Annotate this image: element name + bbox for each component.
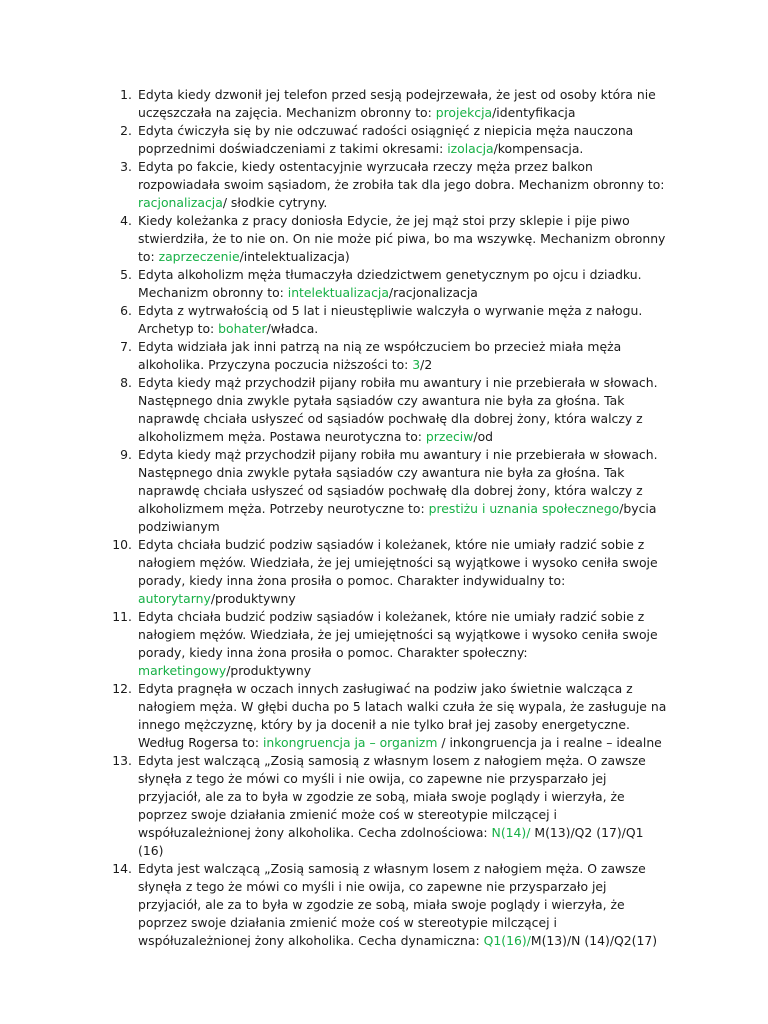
answer-highlight: intelektualizacja <box>287 285 389 300</box>
question-text: Edyta po fakcie, kiedy ostentacyjnie wyrzucała rzeczy męża przez balkon rozpowiadała swoim sąsiadom, że zrobiła tak dla jego dobra. Mechanizm obronny to: <box>138 159 665 192</box>
question-text: Edyta chciała budzić podziw sąsiadów i koleżanek, które nie umiały radzić sobie z nałogiem mężów. Wiedziała, że jej umiejętności są wyjątkowe i wysoko ceniła swoje porady, kiedy inna żona prosiła o pomoc. Charakter indywidualny to: <box>138 537 658 588</box>
list-item <box>0 212 768 266</box>
question-text: Edyta z wytrwałością od 5 lat i nieustępliwie walczyła o wyrwanie męża z nałogu. Archetyp to: <box>138 303 643 336</box>
list-item <box>0 860 768 950</box>
question-text: Edyta widziała jak inni patrzą na nią ze współczuciem bo przecież miała męża alkoholika. Przyczyna poczucia niższości to: <box>138 339 622 372</box>
answer-alternatives: /kompensacja. <box>493 141 584 156</box>
answer-highlight: izolacja <box>447 141 494 156</box>
answer-alternatives: /produktywny <box>226 663 312 678</box>
answer-highlight: Q1(16)/ <box>483 933 531 948</box>
answer-highlight: N(14)/ <box>491 825 531 840</box>
answer-alternatives: /intelektualizacja) <box>239 249 350 264</box>
answer-highlight: zaprzeczenie <box>158 249 240 264</box>
list-item <box>0 374 768 446</box>
question-text: Edyta kiedy dzwonił jej telefon przed sesją podejrzewała, że jest od osoby która nie uczęszczała na zajęcia. Mechanizm obronny to: <box>138 87 656 120</box>
item-number: 2. <box>120 123 132 138</box>
list-item <box>0 122 768 158</box>
list-item <box>0 302 768 338</box>
item-number: 5. <box>120 267 132 282</box>
answer-alternatives: /racjonalizacja <box>388 285 478 300</box>
list-item <box>0 86 768 122</box>
answer-alternatives: /produktywny <box>210 591 296 606</box>
question-text: Kiedy koleżanka z pracy doniosła Edycie, że jej mąż stoi przy sklepie i pije piwo stwierdziła, że to nie on. On nie może pić piwa, bo ma wszywkę. Mechanizm obronny to: <box>138 213 666 264</box>
item-number: 6. <box>120 303 132 318</box>
answer-alternatives: M(13)/Q2 (17)/Q1 (16) <box>138 825 644 858</box>
question-text: Edyta kiedy mąż przychodził pijany robiła mu awantury i nie przebierała w słowach. Następnego dnia zwykle pytała sąsiadów czy awantura nie była za głośna. Tak naprawdę chciała usłyszeć od sąsiadów pochwałę dla dobrej żony, która walczy z alkoholizmem męża. Potrzeby neurotyczne to: <box>138 447 658 516</box>
answer-alternatives: M(13)/N (14)/Q2(17) <box>530 933 658 948</box>
list-item <box>0 536 768 608</box>
answer-alternatives: / słodkie cytryny. <box>222 195 328 210</box>
item-number: 4. <box>120 213 132 228</box>
list-item <box>0 158 768 212</box>
answer-highlight: inkongruencja ja – organizm <box>262 735 438 750</box>
question-text: Edyta kiedy mąż przychodził pijany robiła mu awantury i nie przebierała w słowach. Następnego dnia zwykle pytała sąsiadów czy awantura nie była za głośna. Tak naprawdę chciała usłyszeć od sąsiadów pochwałę dla dobrej żony, która walczy z alkoholizmem męża. Postawa neurotyczna to: <box>138 375 658 444</box>
answer-highlight: prestiżu i uznania społecznego <box>428 501 620 516</box>
question-text: Edyta ćwiczyła się by nie odczuwać radości osiągnięć z niepicia męża nauczona poprzednimi doświadczeniami z takimi okresami: <box>138 123 634 156</box>
item-number: 12. <box>112 681 132 696</box>
item-number: 7. <box>120 339 132 354</box>
list-item <box>0 446 768 536</box>
answer-highlight: marketingowy <box>138 663 227 678</box>
answer-alternatives: /władca. <box>266 321 319 336</box>
answer-alternatives: /bycia podziwianym <box>138 501 657 534</box>
answer-highlight: bohater <box>218 321 267 336</box>
answer-highlight: racjonalizacja <box>138 195 223 210</box>
item-number: 8. <box>120 375 132 390</box>
answer-highlight: 3 <box>412 357 421 372</box>
item-number: 3. <box>120 159 132 174</box>
question-text: Edyta chciała budzić podziw sąsiadów i koleżanek, które nie umiały radzić sobie z nałogiem mężów. Wiedziała, że jej umiejętności są wyjątkowe i wysoko ceniła swoje porady, kiedy inna żona prosiła o pomoc. Charakter społeczny: <box>138 609 658 660</box>
answer-highlight: przeciw <box>425 429 474 444</box>
answer-highlight: projekcja <box>435 105 493 120</box>
item-number: 11. <box>112 609 132 624</box>
answer-alternatives: /2 <box>420 357 433 372</box>
item-number: 9. <box>120 447 132 462</box>
item-number: 1. <box>120 87 132 102</box>
answer-highlight: autorytarny <box>138 591 211 606</box>
list-item <box>0 752 768 860</box>
item-number: 14. <box>112 861 132 876</box>
item-number: 10. <box>112 537 132 552</box>
item-number: 13. <box>112 753 132 768</box>
list-item <box>0 608 768 680</box>
answer-alternatives: /identyfikacja <box>492 105 576 120</box>
question-list <box>0 86 768 950</box>
question-text: Edyta alkoholizm męża tłumaczyła dziedzictwem genetycznym po ojcu i dziadku. Mechanizm obronny to: <box>138 267 642 300</box>
answer-alternatives: /od <box>473 429 494 444</box>
list-item <box>0 338 768 374</box>
list-item <box>0 680 768 752</box>
question-text: Edyta jest walczącą „Zosią samosią z własnym losem z nałogiem męża. O zawsze słynęła z tego że mówi co myśli i nie owija, co zapewne nie przysparzało jej przyjaciół, ale za to była w zgodzie ze sobą, miała swoje poglądy i wierzyła, że poprzez swoje działania zmienić może coś w stereotypie milczącej i współuzależnionej żony alkoholika. Cecha dynamiczna: <box>138 861 646 948</box>
answer-alternatives: / inkongruencja ja i realne – idealne <box>437 735 662 750</box>
question-text: Edyta pragnęła w oczach innych zasługiwać na podziw jako świetnie walcząca z nałogiem męża. W głębi ducha po 5 latach walki czuła że się wypala, że zasługuje na innego mężczyznę, który by ja docenił a nie tylko brał jej zasoby energetyczne. Według Rogersa to: <box>138 681 667 750</box>
list-item <box>0 266 768 302</box>
question-text: Edyta jest walczącą „Zosią samosią z własnym losem z nałogiem męża. O zawsze słynęła z tego że mówi co myśli i nie owija, co zapewne nie przysparzało jej przyjaciół, ale za to była w zgodzie ze sobą, miała swoje poglądy i wierzyła, że poprzez swoje działania zmienić może coś w stereotypie milczącej i współuzależnionej żony alkoholika. Cecha zdolnościowa: <box>138 753 646 840</box>
